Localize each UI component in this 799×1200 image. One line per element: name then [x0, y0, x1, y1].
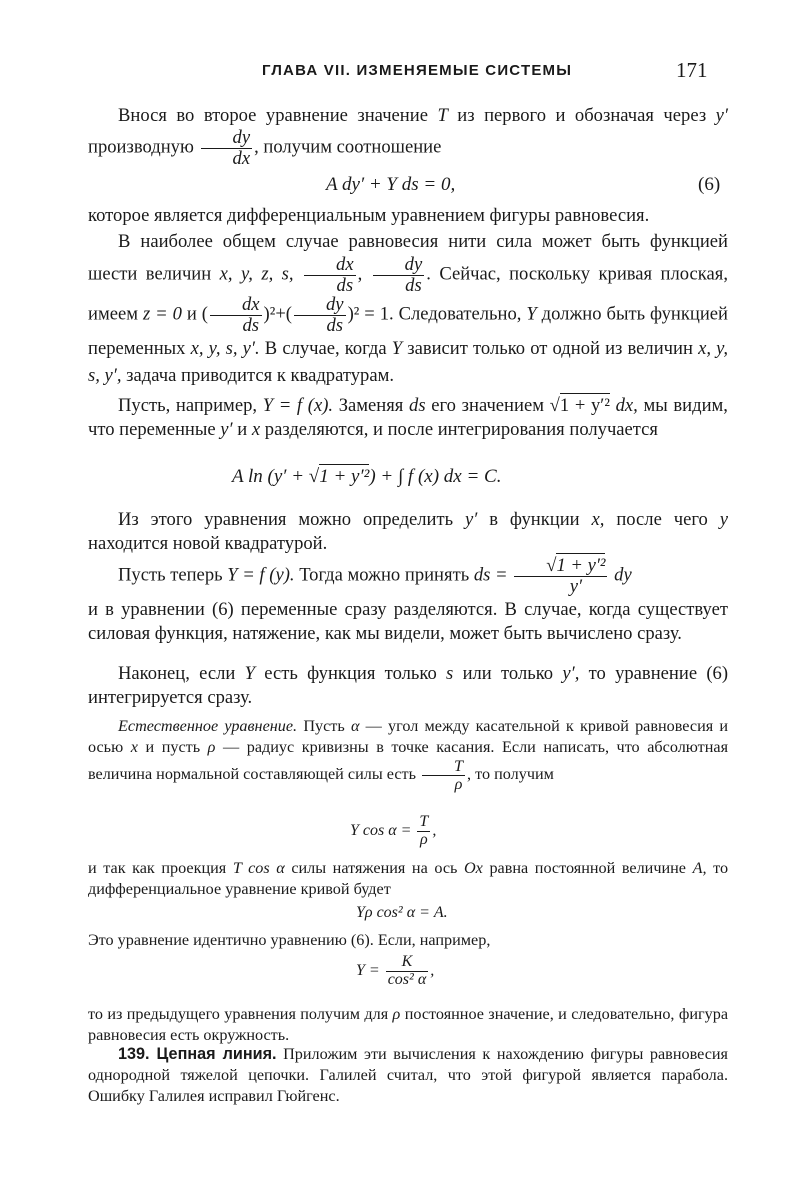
page-number: 171: [676, 58, 708, 82]
running-header: ГЛАВА VII. ИЗМЕНЯЕМЫЕ СИСТЕМЫ: [262, 62, 573, 79]
small-paragraph-3: Это уравнение идентично уравнению (6). Если, например,: [88, 931, 491, 949]
paragraph-8: Наконец, если Y есть функция только s или только y′, то уравнение (6) интегрируется сразу.: [88, 663, 729, 708]
paragraph-3: В наиболее общем случае равновесия нити сила может быть функцией шести величин x, y, z, s, $\frac{dx}{ds}$ , $\frac{dy}{ds}$ . Сейчас, поскольку кривая плоская, имеем z = 0 и ( $\frac{dx}{ds}$ )²+( $\frac{dy}{ds}$ )² = 1. Следовательно, Y должно быть функцией переменных x, y, s, y′. В случае, когда Y зависит только от одной из величин x, y, s, y′, задача приводится к квадратурам.: [88, 231, 728, 387]
equation-natural: Y cos α = $\frac{T}{\rho}$ ,: [350, 813, 437, 848]
equation-number-6: (6): [698, 174, 721, 195]
paragraph-2: которое является дифференциальным уравнением фигуры равновесия.: [88, 205, 650, 226]
section-heading: 139. Цепная линия.: [118, 1045, 277, 1063]
equation-6: A dy′ + Y ds = 0,: [326, 174, 456, 195]
equation-y-k: Y = $\frac{K}{\text{cos² α}}$ ,: [356, 953, 435, 988]
small-paragraph-2: и так как проекция T cos α силы натяжения на ось Ox равна постоянной величине A, то дифференциальное уравнение кривой будет: [88, 859, 729, 898]
equation-integral: A ln (y′ + √1 + y′²) + ∫ f (x) dx = C.: [232, 466, 502, 487]
section-139: 139. Цепная линия. Приложим эти вычисления к нахождению фигуры равновесия однородной тяжелой цепочки. Галилей считал, что этой фигурой является парабола. Ошибку Галилея исправил Гюйгенс.: [88, 1045, 729, 1105]
small-paragraph-4: то из предыдущего уравнения получим для ρ постоянное значение, и следовательно, фигура равновесия есть окружность.: [88, 1005, 729, 1044]
fraction-dy-dx: $\frac{dy}{dx}$: [201, 128, 253, 168]
paragraph-4: Пусть, например, Y = f (x). Заменяя ds его значением √1 + y′² dx, мы видим, что переменные y′ и x разделяются, и после интегрирования получается: [88, 395, 728, 440]
equation-y-rho: Yρ cos² α = A.: [356, 904, 448, 921]
paragraph-6: Пусть теперь Y = f (y). Тогда можно принять ds = $\frac{\text{√1 + y′²}}{y'}$ dy: [118, 555, 632, 597]
paragraph-1: Внося во второе уравнение значение T из первого и обозначая через y′ производную $\frac{dy}{dx}$ , получим соотношение: [88, 105, 728, 169]
small-paragraph-1: Естественное уравнение. Пусть α — угол между касательной к кривой равновесия и осью x и пусть ρ — радиус кривизны в точке касания. Если написать, что абсолютная величина нормальной составляющей силы есть $\frac{T}{\rho}$ , то получим: [88, 717, 729, 793]
paragraph-5: Из этого уравнения можно определить y′ в функции x, после чего y находится новой квадратурой.: [88, 509, 728, 554]
paragraph-7: и в уравнении (6) переменные сразу разделяются. В случае, когда существует силовая функция, натяжение, как мы видели, может быть вычислено сразу.: [88, 599, 728, 644]
